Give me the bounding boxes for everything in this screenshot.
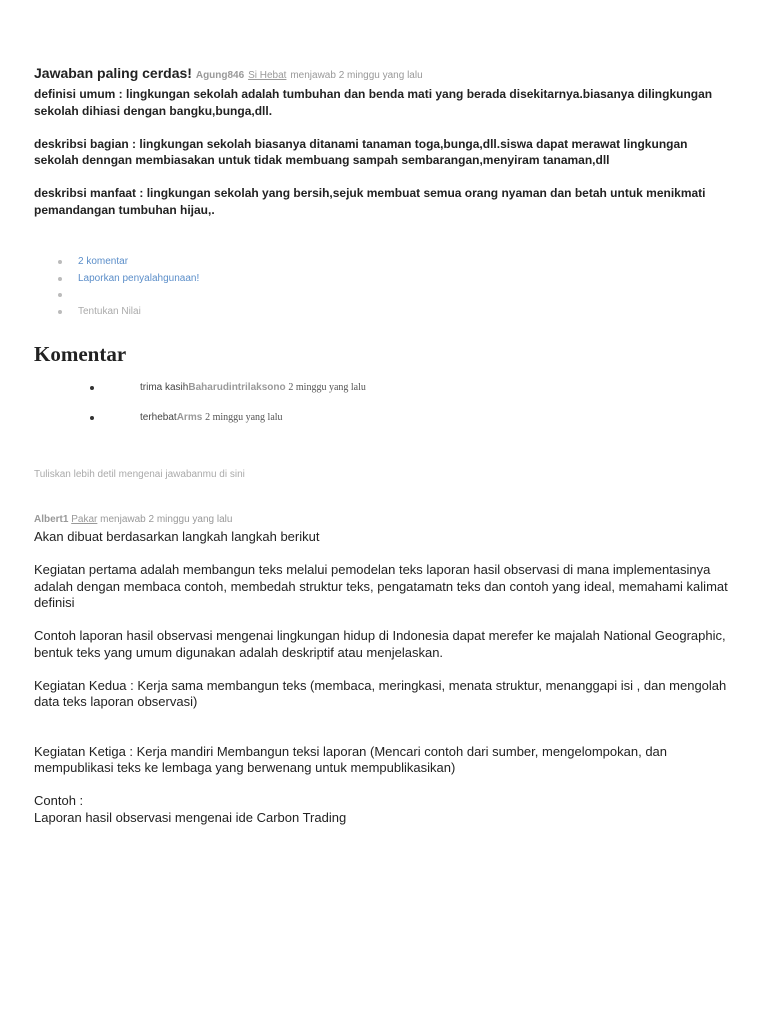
best-answer-heading: Jawaban paling cerdas! bbox=[34, 65, 192, 81]
second-answer-rank-link[interactable]: Pakar bbox=[71, 514, 98, 525]
comment-username[interactable]: Baharudintrilaksono bbox=[188, 382, 286, 393]
best-answer-rank-link[interactable]: Si Hebat bbox=[248, 70, 287, 81]
best-answer-paragraph: deskribsi bagian : lingkungan sekolah biasanya ditanami tanaman toga,bunga,dll.siswa dapat merawat lingkungan sekolah denngan membiasakan untuk tidak membuang sampah sembarangan,menyiram tanaman,dll bbox=[34, 136, 688, 167]
action-item bbox=[58, 254, 734, 271]
second-answer-body bbox=[34, 529, 734, 826]
comment-time: 2 minggu yang lalu bbox=[205, 412, 283, 423]
second-answer-paragraph: Laporan hasil observasi mengenai ide Carbon Trading bbox=[34, 809, 347, 825]
comment-item bbox=[90, 381, 734, 411]
action-item bbox=[58, 271, 734, 288]
best-answer-body bbox=[34, 86, 734, 218]
best-answer-header bbox=[34, 64, 734, 85]
comments-heading: Komentar bbox=[34, 342, 127, 366]
rate-answer-link[interactable]: Tentukan Nilai bbox=[78, 305, 141, 317]
comment-item bbox=[90, 411, 734, 441]
comment-username[interactable]: Arms bbox=[176, 412, 203, 423]
comment-time: 2 minggu yang lalu bbox=[288, 382, 366, 393]
second-answer-header bbox=[34, 513, 734, 527]
best-answer-meta: menjawab 2 minggu yang lalu bbox=[290, 70, 423, 81]
best-answer-paragraph: definisi umum : lingkungan sekolah adalah tumbuhan dan benda mati yang berada disekitarnya.biasanya dilingkungan sekolah dihiasi dengan bangku,bunga,dll. bbox=[34, 87, 713, 118]
action-item bbox=[58, 304, 734, 321]
second-answer-paragraph: Kegiatan Ketiga : Kerja mandiri Membangun teksi laporan (Mencari contoh dari sumber, mengelompokan, dan mempublikasi teks ke lembaga yang berwenang untuk mempublikasikan) bbox=[34, 743, 668, 775]
answer-input[interactable]: Tuliskan lebih detil mengenai jawabanmu di sini bbox=[34, 469, 245, 480]
best-answer-username[interactable]: Agung846 bbox=[195, 70, 245, 81]
comments-list bbox=[34, 381, 734, 441]
best-answer-paragraph: deskribsi manfaat : lingkungan sekolah yang bersih,sejuk membuat semua orang nyaman dan betah untuk menikmati pemandangan tumbuhan hijau,. bbox=[34, 186, 706, 217]
second-answer-paragraph: Contoh : bbox=[34, 793, 84, 808]
comments-link[interactable]: 2 komentar bbox=[78, 256, 129, 267]
comment-text: terhebat bbox=[140, 412, 177, 423]
second-answer-paragraph: Contoh laporan hasil observasi mengenai lingkungan hidup di Indonesia dapat merefer ke majalah National Geographic, bentuk teks yang umum digunakan adalah deskriptif atau menjelaskan. bbox=[34, 628, 726, 660]
second-answer-paragraph: Kegiatan pertama adalah membangun teks melalui pemodelan teks laporan hasil observasi di mana implementasinya adalah dengan membaca contoh, membedah struktur teks, pengatamatn teks dan contoh yang ideal, memahami kalimat definisi bbox=[34, 562, 728, 610]
report-abuse-link[interactable]: Laporkan penyalahgunaan! bbox=[78, 272, 200, 284]
comment-text: trima kasih bbox=[140, 382, 189, 393]
answer-actions-list bbox=[34, 254, 734, 320]
action-item-empty bbox=[58, 287, 734, 304]
page bbox=[34, 64, 734, 843]
second-answer-username[interactable]: Albert1 bbox=[34, 514, 69, 525]
second-answer-paragraph: Kegiatan Kedua : Kerja sama membangun teks (membaca, meringkasi, menata struktur, menanggapi isi , dan mengolah data teks laporan observasi) bbox=[34, 677, 727, 709]
second-answer-meta: menjawab 2 minggu yang lalu bbox=[100, 514, 233, 525]
second-answer-paragraph: Akan dibuat berdasarkan langkah langkah berikut bbox=[34, 529, 320, 544]
